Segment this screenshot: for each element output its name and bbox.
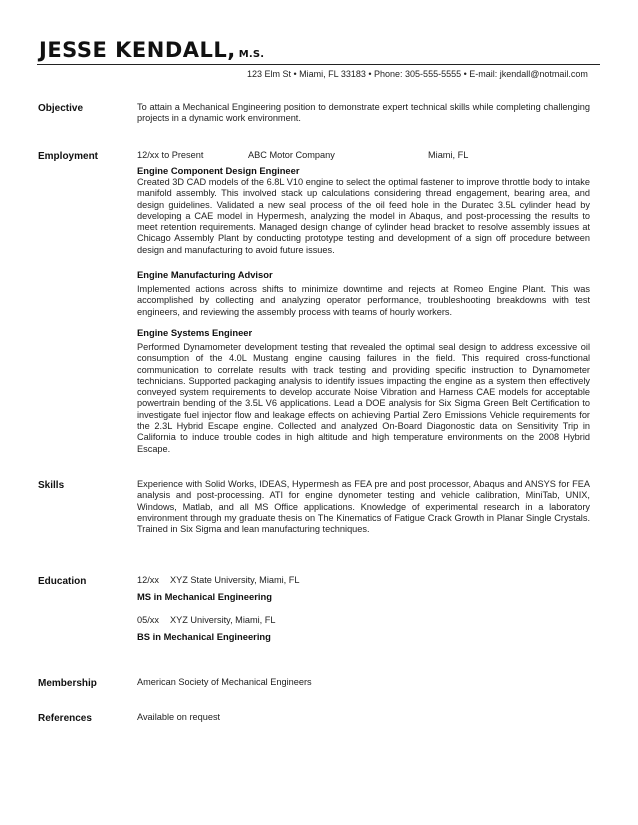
role-title: Engine Systems Engineer: [137, 327, 253, 338]
name-text: JESSE KENDALL,: [39, 38, 236, 62]
contact-line: 123 Elm St • Miami, FL 33183 • Phone: 305-555-5555 • E-mail: jkendall@notmail.com: [247, 69, 588, 79]
role-description: Created 3D CAD models of the 6.8L V10 engine to select the optimal fastener to improve throttle body to intake manifold assembly. This involved stack up calculations considering thread engagement, bearing area, and design guidelines. Validated a new seal process of the oil feed hole in the Duratec 3.5L cylinder head by developing a CAE model in Hypermesh, analyzing the model in Abaqus, and post-processing the results to meet retention requirements. Managed design change of cylinder head bracket to resolve assembly issues at Chicago Assembly Plant by conducting prototype testing and development of a sign off procedure between design and manufacturing to avoid future issues.: [137, 177, 590, 255]
section-label-references: References: [38, 713, 92, 724]
section-label-education: Education: [38, 576, 87, 587]
references-text: Available on request: [137, 712, 221, 722]
section-label-membership: Membership: [38, 678, 97, 689]
education-dates: 12/xx: [137, 575, 159, 585]
skills-text: Experience with Solid Works, IDEAS, Hypermesh as FEA pre and post processor, Abaqus and ANSYS for FEA analysis and post-processing. ATI for engine dynometer testing and vehicle calibration, MiniTab, UNIX, Windows, Matlab, and all MS Office applications. Knowledge of experimental research in a laboratory environment through my graduate thesis on The Kinematics of Fatigue Crack Growth in Planar Single Crystals. Trained in Six Sigma and lean manufacturing techniques.: [137, 479, 590, 535]
section-label-skills: Skills: [38, 480, 65, 491]
education-degree: MS in Mechanical Engineering: [137, 591, 272, 602]
credential: M.S.: [238, 49, 265, 60]
education-degree: BS in Mechanical Engineering: [137, 631, 271, 642]
education-school: XYZ State University, Miami, FL: [170, 575, 300, 585]
role-block: [137, 327, 590, 455]
role-block: [137, 165, 590, 256]
objective-text: To attain a Mechanical Engineering position to demonstrate expert technical skills while completing challenging projects in a dynamic work environment.: [137, 102, 590, 124]
role-block: [137, 269, 590, 318]
employment-company: ABC Motor Company: [248, 150, 335, 160]
role-description: Performed Dynamometer development testing that revealed the optimal seal design to address excessive oil consumption of the 4.0L Mustang engine causing failures in the field. This required cross-functional communication to correlate results with track testing and providing specific instruction to Dynamometer technicians. Supported packaging analysis to identify issues impacting the engine as a system then effectively conveyed system requirements to develop accurate Noise Vibration and Harness CAE models for acceptable powertrain bending of the 3.5L V6 applications. Lead a DOE analysis for Six Sigma Green Belt Certification to investigate fuel injector flow and leakage effects on achieving Partial Zero Emissions Vehicle requirements for the 2.3L Hybrid Escape engine. Collected and analyzed On-Board Diagonostic data on Sensitivity Trip in California to induce trouble codes in high altitude and high temperature environments on the 2008 Hybrid Escape.: [137, 342, 590, 454]
candidate-name: [39, 38, 264, 62]
role-description: Implemented actions across shifts to minimize downtime and rejects at Romeo Engine Plant. This was accomplished by collecting and analyzing operator performance, troubleshooting breakdowns with test engineers, and reviewing the assembly process with teams of hourly workers.: [137, 284, 590, 317]
role-title: Engine Manufacturing Advisor: [137, 269, 273, 280]
employment-location: Miami, FL: [428, 150, 469, 160]
header-rule: [37, 64, 600, 65]
employment-dates: 12/xx to Present: [137, 150, 204, 160]
education-school: XYZ University, Miami, FL: [170, 615, 276, 625]
membership-text: American Society of Mechanical Engineers: [137, 677, 312, 687]
section-label-employment: Employment: [38, 151, 99, 162]
education-dates: 05/xx: [137, 615, 159, 625]
section-label-objective: Objective: [38, 103, 84, 114]
role-title: Engine Component Design Engineer: [137, 165, 300, 176]
